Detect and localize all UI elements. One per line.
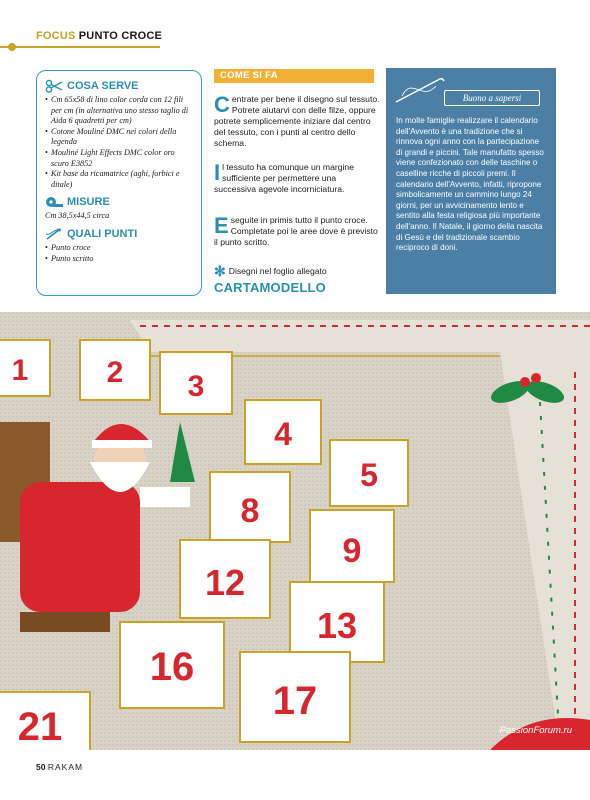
- calendar-square-16: [120, 622, 224, 708]
- calendar-square-2: [80, 340, 150, 400]
- list-item: • Punto scritto: [45, 254, 193, 265]
- square-number: 5: [360, 457, 378, 493]
- calendar-square-4: [245, 400, 321, 464]
- list-item: • Kit base da ricamatrice (aghi, forbici e ditale): [45, 169, 193, 190]
- instruction-paragraph-1: [214, 94, 380, 149]
- calendar-square-13: [290, 582, 384, 662]
- calendar-square-3: [160, 352, 232, 414]
- square-number: 17: [272, 679, 318, 723]
- buono-a-sapersi-box: [386, 68, 556, 294]
- scissors-icon: [45, 79, 63, 93]
- section-header: [36, 30, 162, 42]
- instruction-paragraph-3: [214, 215, 380, 248]
- photo-illustration: [0, 312, 590, 750]
- calendar-square-21: [0, 692, 90, 750]
- calendar-square-9: [310, 510, 394, 582]
- come-si-fa-heading: COME SI FA: [214, 69, 374, 83]
- watermark: PassionForum.ru: [499, 725, 572, 736]
- needle-thread-icon: [45, 227, 63, 241]
- header-rule: [0, 46, 160, 48]
- magazine-brand: RAKAM: [47, 762, 84, 772]
- quali-punti-list: [45, 243, 193, 264]
- calendar-square-17: [240, 652, 350, 742]
- asterisk-icon: ✻: [214, 263, 226, 279]
- cosa-serve-list: [45, 95, 193, 190]
- list-item: • Cm 65x58 di lino color corda con 12 fili per cm (in alternativa uno stesso taglio di Aida 6 quadretti per cm): [45, 95, 193, 127]
- misure-title: MISURE: [67, 196, 110, 209]
- list-item: • Mouliné Light Effects DMC color oro scuro E3852: [45, 148, 193, 169]
- calendar-square-8: [210, 472, 290, 542]
- square-number: 21: [17, 705, 63, 749]
- square-number: 1: [11, 354, 29, 387]
- header-topic: PUNTO CROCE: [78, 30, 163, 42]
- square-number: 8: [240, 492, 260, 530]
- quali-punti-heading: [45, 227, 193, 241]
- square-number: 3: [187, 370, 205, 403]
- list-item: • Punto croce: [45, 243, 193, 254]
- cosa-serve-heading: [45, 79, 193, 93]
- misure-heading: [45, 195, 193, 209]
- square-number: 16: [149, 645, 195, 689]
- crochet-hook-icon: [392, 72, 448, 106]
- allegato-note: [214, 263, 327, 279]
- drop-cap: I: [214, 160, 221, 185]
- drop-cap: C: [214, 92, 230, 117]
- allegato-text: Disegni nel foglio allegato: [228, 266, 327, 276]
- quali-punti-title: QUALI PUNTI: [67, 227, 138, 240]
- calendar-square-5: [330, 440, 408, 506]
- materials-box: [36, 70, 202, 296]
- page-number: 50: [36, 762, 46, 772]
- paragraph-text: l tessuto ha comunque un margine sufficiente per permettere una successiva agevole incorniciatura.: [214, 162, 354, 194]
- square-number: 12: [204, 562, 246, 603]
- paragraph-text: seguite in primis tutto il punto croce. Completate poi le aree dove è previsto il punto scritto.: [214, 215, 378, 247]
- calendar-square-1: [0, 340, 50, 396]
- drop-cap: E: [214, 213, 229, 238]
- cartamodello-label: CARTAMODELLO: [214, 280, 326, 295]
- tape-measure-icon: [45, 195, 63, 209]
- paragraph-text: entrate per bene il disegno sul tessuto. Potrete aiutarvi con delle filze, oppure potrete semplicemente iniziare dal centro del tessuto, con i punti al centro dello schema.: [214, 94, 380, 148]
- list-item: • Cotone Mouliné DMC nei colori della legenda: [45, 127, 193, 148]
- advent-calendar-photo: [0, 312, 590, 750]
- cosa-serve-title: COSA SERVE: [67, 80, 139, 92]
- page-footer: [36, 762, 83, 772]
- misure-value: Cm 38,5x44,5 circa: [45, 211, 110, 221]
- square-number: 9: [342, 532, 362, 570]
- square-number: 2: [106, 356, 124, 389]
- square-number: 13: [316, 605, 358, 646]
- calendar-square-12: [180, 540, 270, 618]
- buono-a-sapersi-title: Buono a sapersi: [444, 90, 540, 106]
- buono-a-sapersi-text: In molte famiglie realizzare il calendario dell'Avvento è una tradizione che si rinnova ogni anno con la partecipazione di grandi e piccini. Tale manufatto spesso viene confezionato con delle taschine o caselline ricche di piccoli premi. Il calendario dell'Avvento, infatti, ripropone simbolicamente un cammino lungo 24 giorni, per un avvicinamento lento e sentito alla festa religiosa più importante dell'anno. Il Natale, il giorno della nascita di Gesù e del tradizionale scambio reciproco di doni.: [396, 116, 544, 253]
- header-focus: FOCUS: [36, 30, 76, 42]
- square-number: 4: [274, 416, 292, 452]
- instruction-paragraph-2: [214, 162, 380, 195]
- misure-list: [45, 211, 193, 222]
